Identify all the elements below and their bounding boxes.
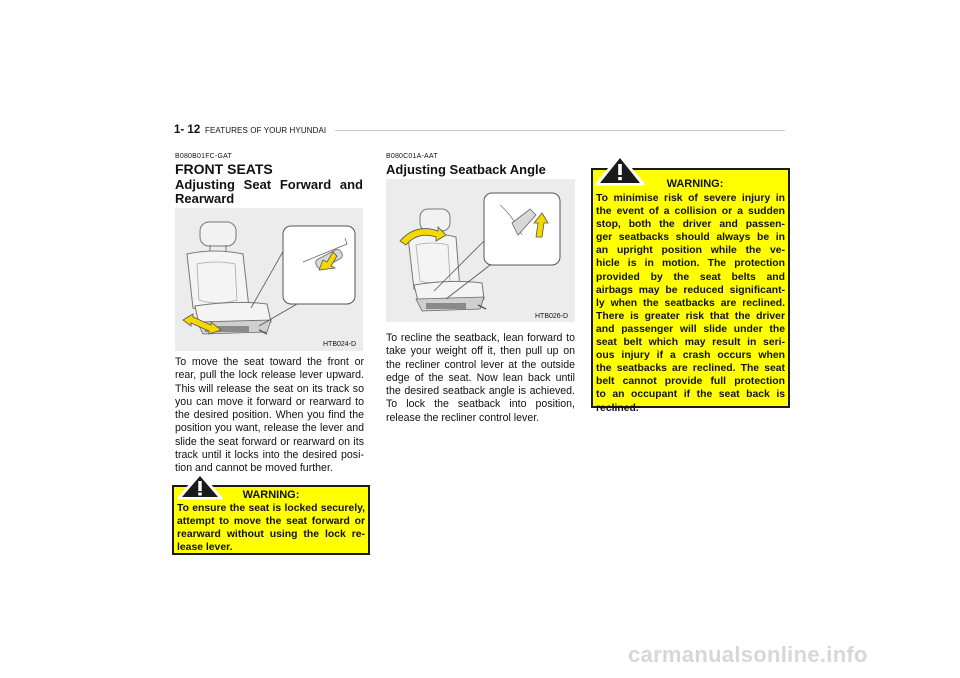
warning-line: stop, both the driver and passen- xyxy=(596,219,785,231)
warning-line: To ensure the seat is locked securely, xyxy=(177,503,365,514)
section-code: B080C01A-AAT xyxy=(386,153,438,160)
warning-line: lease lever. xyxy=(177,542,233,554)
subheading-line-2: Rearward xyxy=(175,191,235,206)
header-rule xyxy=(335,130,785,131)
warning-line: reclined. xyxy=(596,402,639,414)
seat-slide-illustration xyxy=(175,208,363,351)
warning-title: WARNING: xyxy=(242,489,300,501)
body-line: release the recliner control lever. xyxy=(386,411,540,424)
body-line: the desired seatback angle is achieved. xyxy=(386,385,575,398)
body-line: you can move it forward or rearward to xyxy=(175,395,364,408)
warning-text xyxy=(596,192,785,415)
warning-line: an upright position while the ve- xyxy=(596,245,785,257)
warning-line: hicle is in motion. The protection xyxy=(596,258,785,270)
body-line: This will release the seat on its track so xyxy=(175,382,364,395)
seat-slide-figure xyxy=(175,208,363,351)
section-heading: FRONT SEATS xyxy=(175,161,273,177)
figure-label: HTB024-D xyxy=(323,341,357,348)
seatback-recline-figure xyxy=(386,179,575,322)
body-text-col1 xyxy=(175,356,364,476)
warning-title: WARNING: xyxy=(666,178,724,190)
warning-line: to an occupant if the seat back is xyxy=(596,389,785,401)
section-title: FEATURES OF YOUR HYUNDAI xyxy=(205,126,327,135)
body-line: rear, pull the lock release lever upward. xyxy=(175,369,364,382)
body-text-col2 xyxy=(386,332,575,425)
section-heading: Adjusting Seatback Angle xyxy=(386,162,546,177)
warning-line: rearward without using the lock re- xyxy=(177,529,365,541)
body-line: edge of the seat. Now lean back until xyxy=(386,371,575,384)
warning-line: belt cannot provide full protection xyxy=(596,376,785,388)
body-line: slide the seat forward or rearward on its xyxy=(175,435,364,448)
body-line: the recliner control lever at the outside xyxy=(386,358,575,371)
warning-triangle-icon xyxy=(177,472,223,500)
warning-line: To minimise risk of severe injury in xyxy=(596,193,785,204)
warning-line: airbags may be reduced significant- xyxy=(596,284,785,296)
warning-line: the seatbacks are reclined. The seat xyxy=(596,363,785,375)
body-line: the desired position. When you find the xyxy=(175,409,364,422)
watermark: carmanualsonline.info xyxy=(628,642,868,667)
page-number: 1- 12 xyxy=(174,124,201,136)
body-line: position you want, release the lever and xyxy=(175,422,364,435)
seatback-recline-illustration xyxy=(386,179,575,322)
warning-line: There is greater risk that the driver xyxy=(596,310,785,322)
warning-line: and passenger will slide under the xyxy=(596,323,785,335)
warning-line: seat belt which may result in seri- xyxy=(596,337,785,349)
warning-text xyxy=(177,502,365,554)
body-line: To recline the seatback, lean forward to xyxy=(386,332,575,344)
warning-line: the event of a collision or a sudden xyxy=(596,206,785,218)
subheading-line-1: Adjusting Seat Forward and xyxy=(175,177,363,192)
warning-triangle-icon xyxy=(595,154,645,186)
body-line: tion and cannot be moved further. xyxy=(175,462,333,475)
warning-line: ger seatbacks should always be in xyxy=(596,232,785,244)
warning-line: attempt to move the seat forward or xyxy=(177,516,365,528)
warning-line: ly when the seatbacks are reclined. xyxy=(596,297,785,309)
section-code: B080B01FC-GAT xyxy=(175,153,232,160)
body-line: track until it locks into the desired posi- xyxy=(175,449,364,462)
body-line: To move the seat toward the front or xyxy=(175,356,364,368)
warning-line: provided by the seat belts and xyxy=(596,271,785,283)
body-line: To lock the seatback into position, xyxy=(386,398,575,411)
body-line: take your weight off it, then pull up on xyxy=(386,345,575,358)
figure-label: HTB026-D xyxy=(535,313,569,320)
warning-line: ous injury if a crash occurs when xyxy=(596,350,785,362)
warning-box-seatback xyxy=(591,168,790,414)
